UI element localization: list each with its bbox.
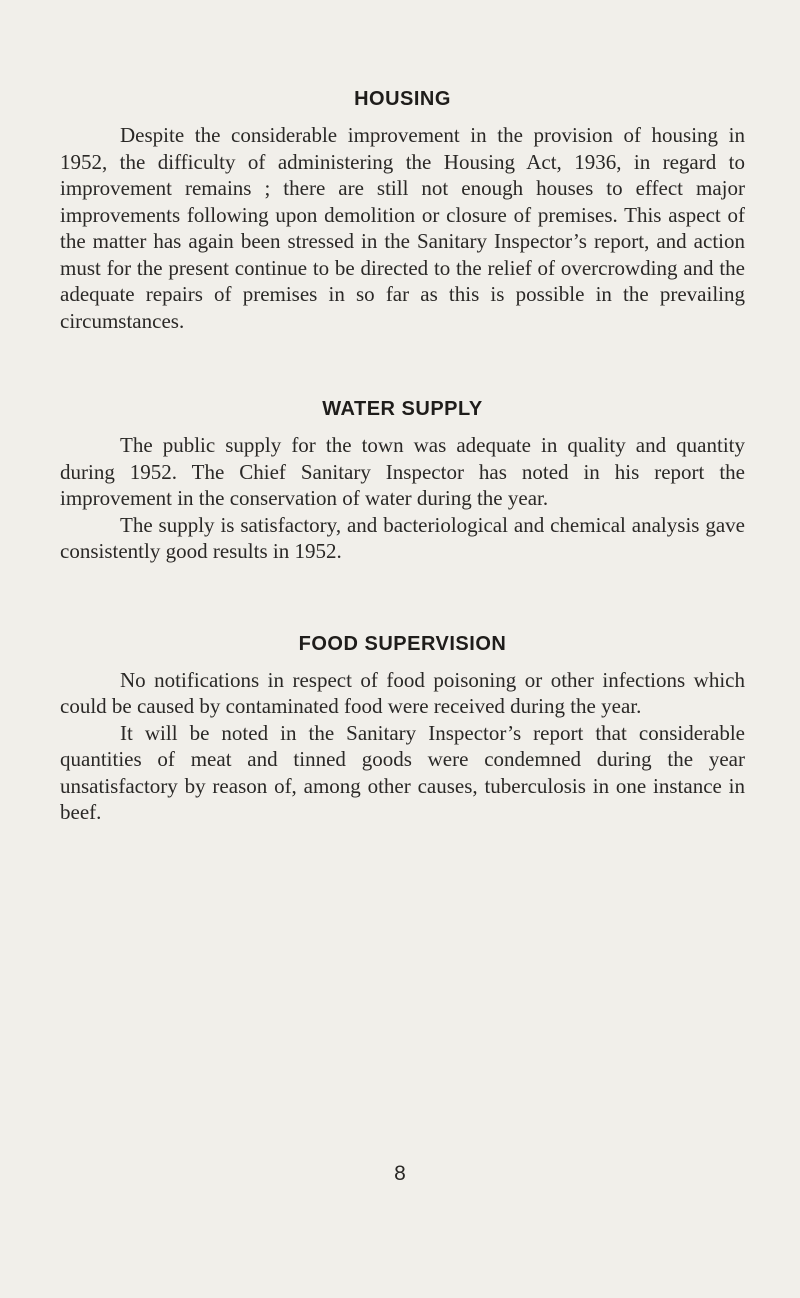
water-supply-paragraph-1: The public supply for the town was adequate in quality and quantity during 1952. The Chief Sanitary Inspector has noted in his report the improvement in the conservation of water during the year.: [60, 433, 745, 510]
food-supervision-section: [60, 633, 745, 826]
housing-heading: HOUSING: [354, 88, 451, 110]
water-supply-heading: WATER SUPPLY: [322, 398, 483, 420]
document-page: [60, 88, 745, 826]
housing-section: [60, 88, 745, 334]
water-supply-section: [60, 398, 745, 565]
page-number: 8: [394, 1162, 406, 1185]
food-supervision-paragraph-1: No notifications in respect of food poisoning or other infections which could be caused by contaminated food were received during the year.: [60, 667, 745, 718]
housing-paragraph-1: Despite the considerable improvement in the provision of housing in 1952, the difficulty of administering the Housing Act, 1936, in regard to improvement remains ; there are still not enough houses to effect major improvements following upon demolition or closure of premises. This aspect of the matter has again been stressed in the Sanitary Inspector’s report, and action must for the present continue to be directed to the relief of overcrowding and the adequate repairs of premises in so far as this is possible in the prevailing circumstances.: [60, 123, 745, 333]
food-supervision-heading: FOOD SUPERVISION: [298, 632, 507, 655]
food-supervision-paragraph-2: It will be noted in the Sanitary Inspector’s report that considerable quantities of meat and tinned goods were condemned during the year unsatisfactory by reason of, among other causes, tuberculosis in one instance in beef.: [60, 720, 745, 824]
water-supply-paragraph-2: The supply is satisfactory, and bacteriological and chemical analysis gave consistently good results in 1952.: [60, 512, 745, 563]
